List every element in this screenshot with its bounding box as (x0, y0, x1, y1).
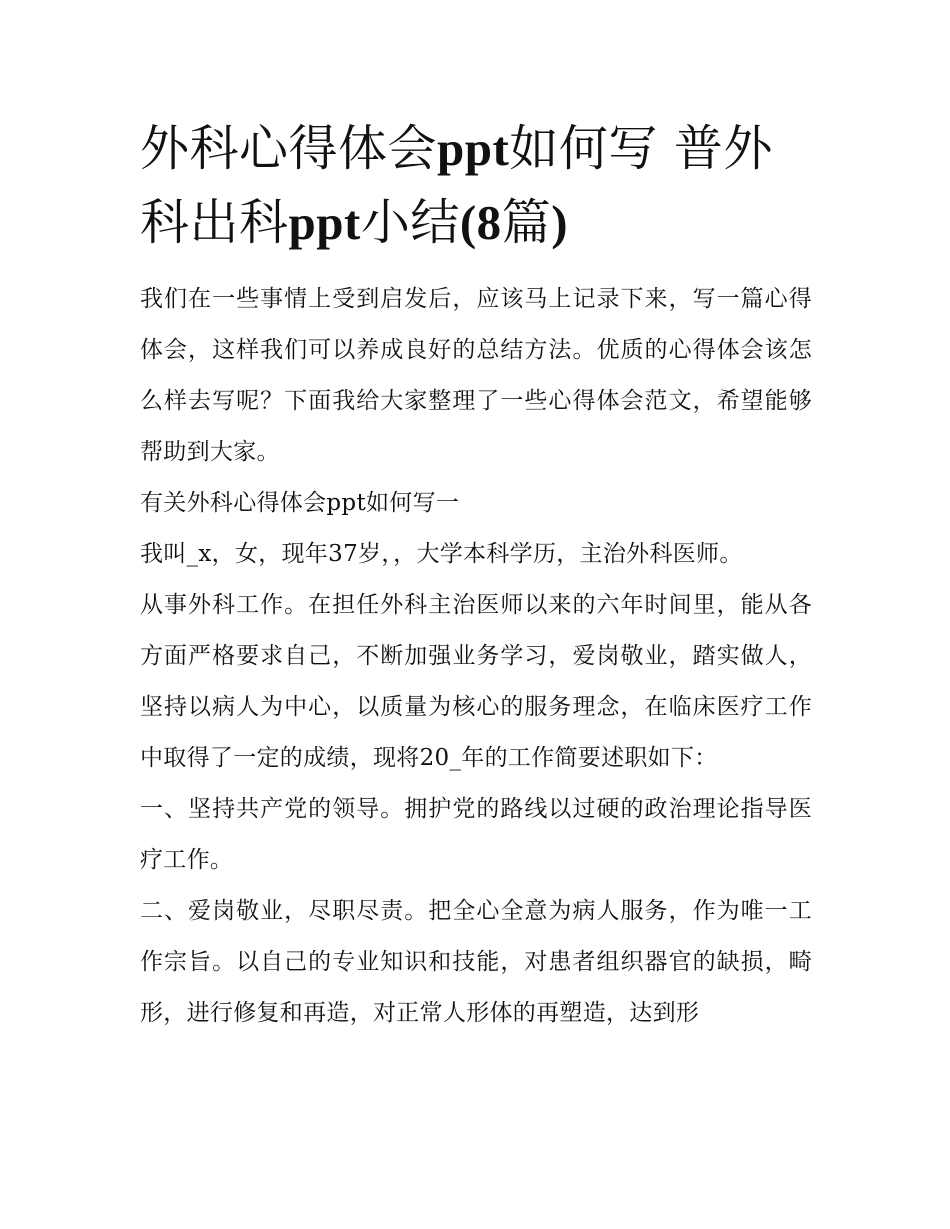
title-text-6: (8 (459, 195, 502, 250)
title-text-3: 如何写 普外科出科 (140, 120, 773, 251)
self-introduction-paragraph: 我叫_x，女，现年37岁，，大学本科学历，主治外科医师。 (140, 541, 743, 567)
document-title (140, 112, 812, 260)
title-text-2: ppt (437, 121, 510, 176)
point-one-paragraph: 一、坚持共产党的领导。拥护党的路线以过硬的政治理论指导医疗工作。 (140, 796, 812, 873)
document-body (140, 112, 812, 1039)
title-text-1: 外科心得体会 (140, 120, 438, 177)
point-two-paragraph: 二、爱岗敬业，尽职尽责。把全心全意为病人服务，作为唯一工作宗旨。以自己的专业知识和技能，对患者组织器官的缺损，畸形，进行修复和再造，对正常人形体的再塑造，达到形 (140, 898, 812, 1026)
title-text-8: ) (551, 195, 569, 250)
title-text-4: ppt (288, 195, 361, 250)
work-summary-paragraph: 从事外科工作。在担任外科主治医师以来的六年时间里，能从各方面严格要求自己，不断加强业务学习，爱岗敬业，踏实做人，坚持以病人为中心，以质量为核心的服务理念，在临床医疗工作中取得了一定的成绩，现将20_年的工作简要述职如下： (140, 592, 812, 771)
title-text-7: 篇 (501, 194, 552, 251)
section-heading: 有关外科心得体会ppt如何写一 (140, 490, 460, 516)
intro-paragraph: 我们在一些事情上受到启发后，应该马上记录下来，写一篇心得体会，这样我们可以养成良好的总结方法。优质的心得体会该怎么样去写呢？下面我给大家整理了一些心得体会范文，希望能够帮助到大家。 (140, 286, 812, 465)
title-text-5: 小结 (360, 194, 460, 251)
